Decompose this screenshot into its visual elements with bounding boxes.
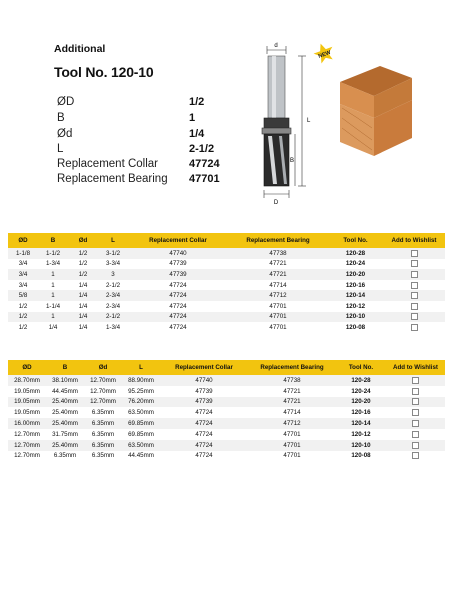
wishlist-checkbox[interactable]: [411, 303, 418, 310]
wishlist-checkbox[interactable]: [412, 452, 419, 459]
col-header-collar: Replacement Collar: [149, 237, 207, 244]
cell-shank: 1/2: [78, 260, 88, 268]
cell-od: 19.05mm: [14, 387, 40, 395]
cell-l: 2-1/2: [105, 281, 121, 289]
cell-collar: 47724: [195, 430, 213, 438]
spec-value-od: 1/2: [189, 96, 205, 108]
cell-l: 3-1/2: [105, 249, 121, 257]
cell-l: 2-3/4: [105, 302, 121, 310]
cell-tool-no: 120-08: [345, 323, 366, 331]
cell-b: 1: [51, 270, 55, 278]
wishlist-checkbox[interactable]: [412, 398, 419, 405]
cell-shank: 12.70mm: [90, 387, 116, 395]
cell-bearing: 47738: [283, 376, 301, 384]
cell-collar: 47724: [169, 281, 187, 289]
cell-bearing: 47712: [269, 292, 287, 300]
cell-bearing: 47738: [269, 249, 287, 257]
wishlist-cell: [386, 429, 445, 440]
wishlist-checkbox[interactable]: [412, 388, 419, 395]
cell-shank: 1/4: [78, 313, 88, 321]
wood-profile-icon: [340, 66, 412, 156]
cell-od: 19.05mm: [14, 409, 40, 417]
wishlist-cell: [383, 269, 445, 280]
dim-l-label: L: [307, 118, 311, 124]
table-row: [8, 386, 445, 397]
cell-b: 1: [51, 313, 55, 321]
col-header-wishlist: Add to Wishlist: [391, 237, 437, 244]
col-header-bearing: Replacement Bearing: [260, 364, 324, 371]
table-row: [8, 301, 445, 312]
cell-collar: 47724: [195, 420, 213, 428]
wishlist-checkbox[interactable]: [411, 313, 418, 320]
cell-collar: 47739: [169, 270, 187, 278]
new-badge-text: NEW: [317, 49, 332, 60]
cell-shank: 1/4: [78, 302, 88, 310]
spec-label-l: L: [57, 143, 64, 155]
cell-collar: 47739: [195, 398, 213, 406]
wishlist-checkbox[interactable]: [411, 271, 418, 278]
cell-bearing: 47701: [283, 430, 301, 438]
col-header-b: B: [62, 364, 68, 371]
cell-tool-no: 120-12: [351, 430, 371, 438]
cell-l: 3: [111, 270, 115, 278]
imperial-spec-table: [8, 233, 445, 333]
spec-label-od: ØD: [57, 96, 75, 108]
spec-label-shank: Ød: [57, 128, 73, 140]
cell-l: 2-1/2: [105, 313, 121, 321]
table-row: [8, 451, 445, 462]
cell-od: 12.70mm: [14, 430, 40, 438]
col-header-l: L: [111, 237, 115, 244]
new-badge: [311, 40, 336, 65]
router-bit-diagram: [242, 38, 420, 210]
table-row: [8, 322, 445, 333]
col-header-bearing: Replacement Bearing: [246, 237, 310, 244]
cell-b: 44.45mm: [52, 387, 78, 395]
cell-bearing: 47721: [269, 270, 287, 278]
wishlist-cell: [386, 386, 445, 397]
table-row: [8, 248, 445, 259]
cell-l: 63.50mm: [128, 409, 154, 417]
cell-b: 1/4: [48, 323, 58, 331]
table-row: [8, 440, 445, 451]
cell-shank: 6.35mm: [91, 452, 115, 460]
cell-shank: 6.35mm: [91, 430, 115, 438]
wishlist-cell: [383, 322, 445, 333]
cell-tool-no: 120-12: [345, 302, 366, 310]
wishlist-checkbox[interactable]: [411, 250, 418, 257]
page-title: Tool No. 120-10: [54, 64, 154, 80]
cell-od: 3/4: [18, 270, 28, 278]
wishlist-cell: [386, 375, 445, 386]
cell-od: 1-1/8: [15, 249, 31, 257]
cell-b: 25.40mm: [52, 409, 78, 417]
wishlist-checkbox[interactable]: [412, 420, 419, 427]
wishlist-checkbox[interactable]: [411, 282, 418, 289]
cell-shank: 12.70mm: [90, 376, 116, 384]
cell-od: 3/4: [18, 281, 28, 289]
bearing: [264, 118, 289, 128]
cell-b: 1: [51, 281, 55, 289]
cell-collar: 47724: [195, 441, 213, 449]
wishlist-cell: [386, 397, 445, 408]
cell-l: 44.45mm: [128, 452, 154, 460]
wishlist-checkbox[interactable]: [411, 260, 418, 267]
spec-label-b: B: [57, 112, 65, 124]
table-row: [8, 269, 445, 280]
cell-tool-no: 120-24: [351, 387, 371, 395]
table-row: [8, 312, 445, 323]
wishlist-checkbox[interactable]: [412, 431, 419, 438]
wishlist-checkbox[interactable]: [412, 442, 419, 449]
wishlist-cell: [386, 407, 445, 418]
cell-bearing: 47721: [269, 260, 287, 268]
cell-shank: 1/2: [78, 270, 88, 278]
spec-value-shank: 1/4: [189, 128, 205, 140]
cell-tool-no: 120-28: [345, 249, 366, 257]
cell-tool-no: 120-08: [351, 452, 371, 460]
cell-od: 19.05mm: [14, 398, 40, 406]
metric-spec-table: [8, 360, 445, 461]
cell-shank: 6.35mm: [91, 420, 115, 428]
cell-tool-no: 120-10: [345, 313, 366, 321]
cell-l: 2-3/4: [105, 292, 121, 300]
wishlist-cell: [383, 248, 445, 259]
cell-collar: 47740: [195, 376, 213, 384]
cell-b: 1-3/4: [45, 260, 61, 268]
col-header-od: ØD: [22, 364, 32, 371]
cell-shank: 1/4: [78, 281, 88, 289]
dim-b-label: B: [290, 158, 295, 164]
cell-collar: 47740: [169, 249, 187, 257]
cell-bearing: 47714: [283, 409, 301, 417]
cell-tool-no: 120-20: [345, 270, 366, 278]
col-header-wishlist: Add to Wishlist: [393, 364, 438, 371]
cell-collar: 47724: [169, 313, 187, 321]
cell-b: 25.40mm: [52, 398, 78, 406]
cell-l: 88.90mm: [128, 376, 154, 384]
cell-bearing: 47712: [283, 420, 301, 428]
cell-bearing: 47721: [283, 398, 301, 406]
cell-tool-no: 120-24: [345, 260, 366, 268]
cell-b: 25.40mm: [52, 420, 78, 428]
cell-b: 1-1/2: [45, 249, 61, 257]
wishlist-checkbox[interactable]: [412, 409, 419, 416]
cell-bearing: 47701: [283, 452, 301, 460]
cell-bearing: 47701: [269, 302, 287, 310]
cell-collar: 47724: [169, 292, 187, 300]
table-row: [8, 418, 445, 429]
wishlist-cell: [383, 259, 445, 270]
cell-od: 5/8: [18, 292, 28, 300]
wishlist-cell: [383, 290, 445, 301]
cell-collar: 47724: [169, 302, 187, 310]
table-header-row: [8, 233, 445, 248]
cell-tool-no: 120-16: [345, 281, 366, 289]
spec-label-bearing: Replacement Bearing: [57, 173, 168, 185]
spec-value-b: 1: [189, 112, 196, 124]
wishlist-cell: [383, 312, 445, 323]
cell-l: 95.25mm: [128, 387, 154, 395]
cell-tool-no: 120-10: [351, 441, 371, 449]
cell-tool-no: 120-14: [351, 420, 371, 428]
col-header-shank: Ød: [98, 364, 108, 371]
cell-od: 1/2: [18, 302, 28, 310]
cell-tool-no: 120-28: [351, 376, 371, 384]
col-header-l: L: [139, 364, 143, 371]
dim-D-label: D: [273, 200, 279, 206]
cell-tool-no: 120-20: [351, 398, 371, 406]
cell-shank: 1/4: [78, 292, 88, 300]
cell-od: 12.70mm: [14, 441, 40, 449]
cell-shank: 1/2: [78, 249, 88, 257]
wishlist-cell: [383, 280, 445, 291]
cell-od: 1/2: [18, 313, 28, 321]
wishlist-checkbox[interactable]: [411, 292, 418, 299]
wishlist-cell: [386, 418, 445, 429]
cell-l: 69.85mm: [128, 430, 154, 438]
cell-bearing: 47714: [269, 281, 287, 289]
cell-tool-no: 120-14: [345, 292, 366, 300]
cell-bearing: 47701: [283, 441, 301, 449]
cell-b: 6.35mm: [53, 452, 77, 460]
table-row: [8, 290, 445, 301]
cell-b: 31.75mm: [52, 430, 78, 438]
cell-shank: 1/4: [78, 323, 88, 331]
cell-collar: 47724: [195, 409, 213, 417]
col-header-od: ØD: [18, 237, 28, 244]
cell-od: 12.70mm: [14, 452, 40, 460]
table-row: [8, 397, 445, 408]
cell-b: 1: [51, 292, 55, 300]
table-row: [8, 407, 445, 418]
cell-od: 1/2: [18, 323, 28, 331]
cell-shank: 6.35mm: [91, 409, 115, 417]
cell-b: 1-1/4: [45, 302, 61, 310]
cell-bearing: 47701: [269, 313, 287, 321]
spec-value-l: 2-1/2: [189, 143, 215, 155]
col-header-collar: Replacement Collar: [175, 364, 233, 371]
cell-collar: 47739: [169, 260, 187, 268]
section-label: Additional: [54, 43, 106, 55]
wishlist-cell: [383, 301, 445, 312]
cell-l: 3-3/4: [105, 260, 121, 268]
dim-d-label: d: [274, 43, 278, 49]
col-header-tool-no: Tool No.: [343, 237, 368, 244]
cell-b: 25.40mm: [52, 441, 78, 449]
cell-shank: 12.70mm: [90, 398, 116, 406]
cell-collar: 47724: [195, 452, 213, 460]
cell-od: 16.00mm: [14, 420, 40, 428]
spec-value-bearing: 47701: [189, 173, 220, 185]
cell-l: 63.50mm: [128, 441, 154, 449]
col-header-tool-no: Tool No.: [348, 364, 374, 371]
cell-tool-no: 120-16: [351, 409, 371, 417]
table-header-row: [8, 360, 445, 375]
table-row: [8, 259, 445, 270]
cell-bearing: 47721: [283, 387, 301, 395]
wishlist-checkbox[interactable]: [412, 377, 419, 384]
table-row: [8, 280, 445, 291]
col-header-shank: Ød: [78, 237, 88, 244]
cell-od: 3/4: [18, 260, 28, 268]
wishlist-cell: [386, 440, 445, 451]
wishlist-cell: [386, 451, 445, 462]
cell-l: 69.85mm: [128, 420, 154, 428]
cell-shank: 6.35mm: [91, 441, 115, 449]
cell-collar: 47724: [169, 323, 187, 331]
table-row: [8, 375, 445, 386]
col-header-b: B: [50, 237, 56, 244]
cell-l: 76.20mm: [128, 398, 154, 406]
shank: [268, 56, 285, 118]
cell-b: 38.10mm: [52, 376, 78, 384]
spec-label-collar: Replacement Collar: [57, 158, 158, 170]
cell-bearing: 47701: [269, 323, 287, 331]
wishlist-checkbox[interactable]: [411, 324, 418, 331]
spec-value-collar: 47724: [189, 158, 220, 170]
cell-l: 1-3/4: [105, 323, 121, 331]
cell-collar: 47739: [195, 387, 213, 395]
cell-od: 28.70mm: [14, 376, 40, 384]
table-row: [8, 429, 445, 440]
